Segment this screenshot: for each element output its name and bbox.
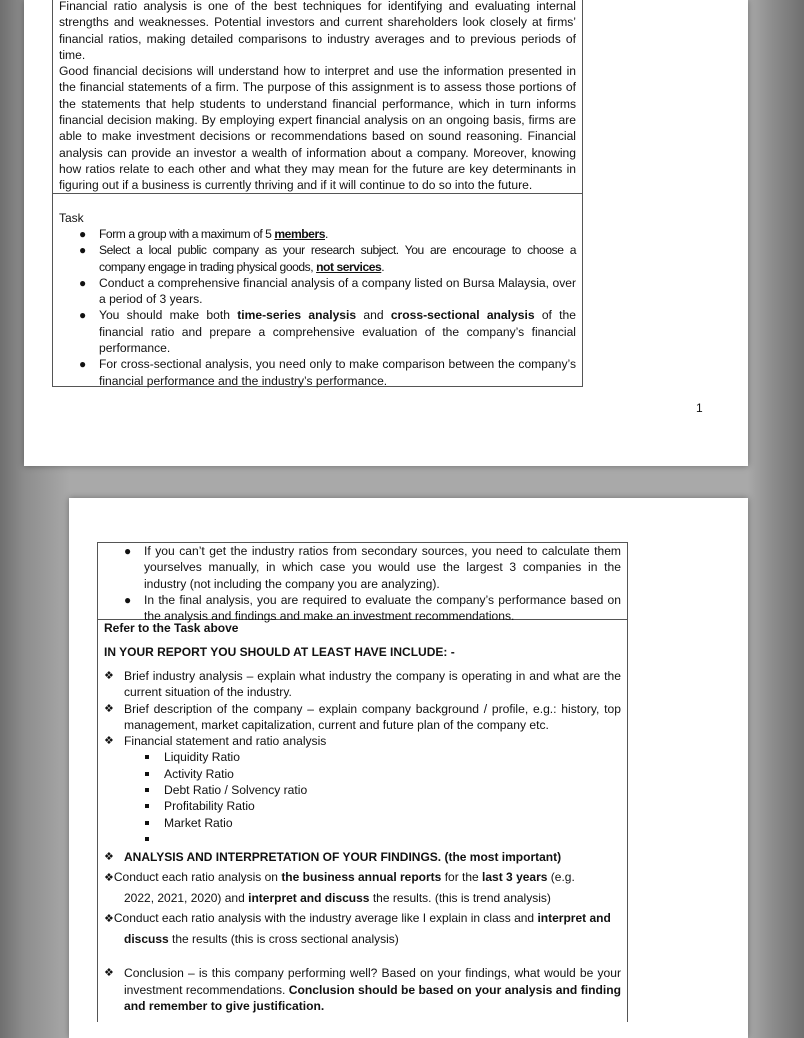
task-item-2: ● Select a local public company as your research subject. You are encourage to choose a company engage in trading physical goods, not services. <box>79 243 576 274</box>
task-item-1: ● Form a group with a maximum of 5 members. <box>79 227 328 241</box>
intro-paragraph-1: Financial ratio analysis is one of the best techniques for identifying and evaluating internal strengths and weaknesses. Potential investors and current shareholders look closely at firms’ financial ratios, making detailed comparisons to industry averages and to previous periods of time. <box>59 0 576 62</box>
analysis-heading: ❖ ANALYSIS AND INTERPRETATION OF YOUR FINDINGS. (the most important) <box>124 847 621 867</box>
conduct-trend-item: ❖Conduct each ratio analysis on the business annual reports for the last 3 years (e.g. 2022, 2021, 2020) and interpret and discuss the results. (this is trend analysis) <box>104 870 575 906</box>
diamond-bullet-icon: ❖ <box>104 913 114 926</box>
square-bullet-icon <box>145 788 149 792</box>
square-bullet-icon <box>145 804 149 808</box>
diamond-bullet-icon: ❖ <box>104 872 114 885</box>
task-item-7: ● In the final analysis, you are required to evaluate the company’s performance based on the analysis and findings and make an investment recommendations. <box>124 592 621 624</box>
square-bullet-icon <box>145 772 149 776</box>
square-bullet-icon <box>145 821 149 825</box>
requirement-item-2: ❖ Brief description of the company – explain company background / profile, e.g.: history, top management, market capitalization, current and future plan of the company etc. <box>104 701 621 732</box>
requirement-item-3: ❖ Financial statement and ratio analysis <box>104 734 327 749</box>
bullet-icon: ● <box>124 544 132 558</box>
task-title: Task <box>59 211 84 225</box>
diamond-bullet-icon: ❖ <box>104 735 114 748</box>
document-page-1 <box>24 0 748 466</box>
ratio-list <box>98 749 627 847</box>
ratio-item-empty <box>164 831 627 847</box>
ratio-item: Profitability Ratio <box>164 798 627 814</box>
square-bullet-icon <box>145 755 149 759</box>
requirement-item-1: ❖ Brief industry analysis – explain what industry the company is operating in and what are the current situation of the industry. <box>104 669 621 700</box>
conclusion-list <box>98 965 627 1014</box>
ratio-item: Activity Ratio <box>164 766 627 782</box>
task-item-3: ● Conduct a comprehensive financial analysis of a company listed on Bursa Malaysia, over a period of 3 years. <box>79 275 576 307</box>
task-list <box>59 226 576 389</box>
document-page-2 <box>69 498 748 1038</box>
task-continued-list <box>104 543 621 624</box>
ratio-item: Market Ratio <box>164 815 627 831</box>
task-box <box>52 194 583 387</box>
page-number: 1 <box>696 401 703 415</box>
task-continued-box <box>97 542 628 1022</box>
diamond-bullet-icon: ❖ <box>104 967 114 980</box>
requirements-list <box>98 668 627 749</box>
bullet-icon: ● <box>79 227 87 241</box>
conduct-cross-sectional-item: ❖Conduct each ratio analysis with the industry average like I explain in class and interpret and discuss the results (this is cross sectional analysis) <box>104 911 611 947</box>
report-heading: IN YOUR REPORT YOU SHOULD AT LEAST HAVE INCLUDE: - <box>104 645 455 659</box>
bullet-icon: ● <box>79 243 87 258</box>
conclusion-item: ❖ Conclusion – is this company performing well? Based on your findings, what would be your investment recommendations. Conclusion should be based on your analysis and finding and remember to give justification. <box>104 966 621 1013</box>
task-item-4: ● You should make both time-series analysis and cross-sectional analysis of the financial ratio and prepare a comprehensive evaluation of the company’s financial performance. <box>79 308 576 356</box>
bullet-icon: ● <box>79 308 87 323</box>
diamond-bullet-icon: ❖ <box>104 702 114 715</box>
intro-paragraph-2: Good financial decisions will understand how to interpret and use the information presented in the financial statements of a firm. The purpose of this assignment is to assess those portions of the statements that help students to understand financial performance, which in turn informs financial decision making. By employing expert financial analysis on an ongoing basis, firms are able to make investment decisions or recommendations based on sound reasoning. Financial analysis can provide an investor a wealth of information about a company. Moreover, knowing how ratios relate to each other and what they may mean for the future are key determinants in figuring out if a business is currently thriving and if it will continue to do so into the future. <box>59 64 576 193</box>
diamond-bullet-icon: ❖ <box>104 851 114 864</box>
refer-label: Refer to the Task above <box>104 621 239 635</box>
task-continued-section <box>98 543 627 624</box>
bullet-icon: ● <box>79 357 87 372</box>
bullet-icon: ● <box>79 275 87 290</box>
diamond-bullet-icon: ❖ <box>104 670 114 682</box>
task-item-6: ● If you can’t get the industry ratios from secondary sources, you need to calculate them yourselves manually, in which case you would use the largest 3 companies in the industry (not including the company you are analyzing). <box>124 544 621 591</box>
intro-box <box>52 0 583 194</box>
bullet-icon: ● <box>124 592 132 607</box>
square-bullet-icon <box>145 837 149 841</box>
ratio-item: Liquidity Ratio <box>164 749 627 765</box>
task-item-5: ● For cross-sectional analysis, you need only to make comparison between the company’s financial performance and the industry’s performance. <box>79 357 576 388</box>
ratio-item: Debt Ratio / Solvency ratio <box>164 782 627 798</box>
